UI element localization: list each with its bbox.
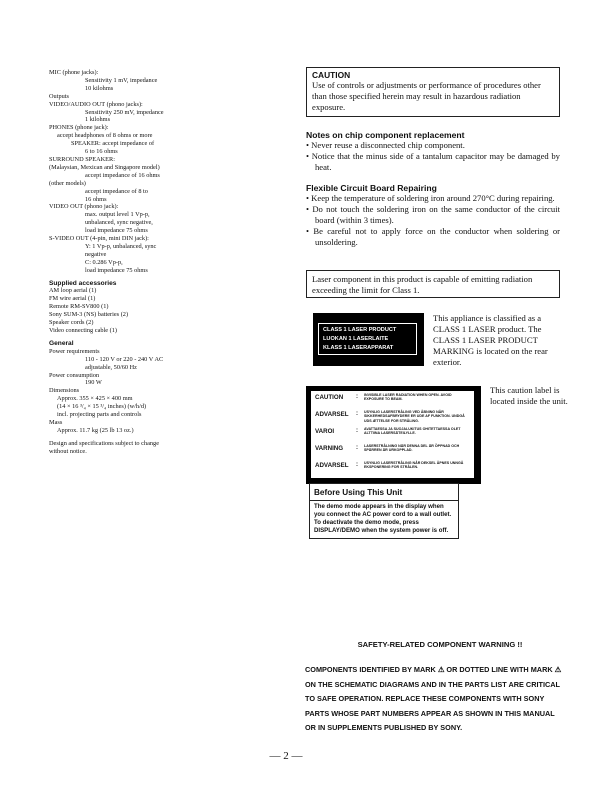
spec-line: load impedance 75 ohms: [85, 227, 148, 235]
spec-line: Sensitivity 250 mV, impedance: [85, 108, 164, 116]
spec-line: (other models): [49, 179, 86, 187]
general-spec-line: 190 W: [85, 379, 102, 387]
caution-body: Use of controls or adjustments or performance of procedures other than those specified herein may result in hazardous radiation exposure.: [312, 80, 541, 112]
warning-row: VAROI : AVATTAESSA JA SUOJALUKITUS OHITETTAESSA OLET ALTTIINA LASERSÄTEILYLLE.: [315, 427, 461, 436]
spec-line: SPEAKER: accept impedance of: [71, 140, 155, 148]
flex-note-item: • Do not touch the soldering iron on the same conductor of the circuit board (within 3 times).: [306, 204, 560, 225]
spec-line: accept impedance of 8 to: [85, 187, 148, 195]
caution-title: CAUTION: [312, 70, 351, 80]
laser-warning-label: [306, 386, 481, 484]
class1-label-line: CLASS 1 LASER PRODUCT: [323, 327, 397, 333]
general-spec-line: Approx. 11.7 kg (25 lb 13 oz.): [57, 426, 134, 434]
safety-warning-body: COMPONENTS IDENTIFIED BY MARK ⚠ OR DOTTED LINE WITH MARK ⚠ ON THE SCHEMATIC DIAGRAMS AND IN THE PARTS LIST ARE CRITICAL TO SAFE OPERATION. REPLACE THESE COMPONENTS WITH SONY PARTS WHOSE PART NUMBERS APPEAR AS SHOWN IN THIS MANUAL OR IN SUPPLEMENTS PUBLISHED BY SONY.: [305, 665, 562, 733]
spec-line: S-VIDEO OUT (4-pin, mini DIN jack):: [49, 235, 149, 243]
spec-line: accept impedance of 16 ohms: [85, 171, 160, 179]
spec-line: 1 kilohms: [85, 116, 111, 124]
general-spec-line: (14 × 16 ³/₄ × 15 ³/₄ inches) (w/h/d): [57, 403, 147, 411]
accessory-item: Sony SUM-3 (NS) batteries (2): [49, 311, 129, 319]
spec-line: MIC (phone jacks):: [49, 69, 99, 76]
warning-row: VARNING : LASERSTRÅLNING NÄR DENNA DEL ÄR ÖPPNAD OCH SPÄRREN ÄR URKOPPLAD.: [315, 444, 460, 453]
warning-row: CAUTION : INVISIBLE LASER RADIATION WHEN OPEN. AVOID EXPOSURE TO BEAM.: [315, 393, 452, 402]
spec-line: load impedance 75 ohms: [85, 266, 148, 274]
flex-notes-title: Flexible Circuit Board Repairing: [306, 183, 437, 193]
chip-notes: [306, 130, 560, 173]
spec-line: 10 kilohms: [85, 84, 114, 92]
accessory-item: FM wire aerial (1): [49, 295, 96, 303]
general-spec-line: 110 - 120 V or 220 - 240 V AC: [85, 355, 164, 363]
safety-warning-title: SAFETY-RELATED COMPONENT WARNING !!: [357, 640, 523, 649]
flex-note-item: • Be careful not to apply force on the conductor when soldering or unsoldering.: [306, 226, 560, 247]
specifications-column: [49, 69, 274, 456]
demo-title: Before Using This Unit: [310, 487, 458, 501]
general-spec-line: Dimensions: [49, 387, 80, 395]
general-list: [49, 348, 274, 435]
accessory-item: Speaker cords (2): [49, 319, 94, 327]
class1-label-line: KLASS 1 LASERAPPARAT: [323, 345, 394, 351]
demo-body: The demo mode appears in the display when you connect the AC power cord to a wall outlet. To deactivate the demo mode, press DISPLAY/DEMO when the system power is off.: [314, 503, 452, 534]
spec-note-line: Design and specifications subject to change: [49, 439, 159, 447]
flex-board-notes: [306, 183, 560, 248]
spec-line: VIDEO/AUDIO OUT (phono jacks):: [49, 100, 143, 108]
general-heading: General: [49, 339, 74, 347]
laser-notice-text: Laser component in this product is capable of emitting radiation exceeding the limit for Class 1.: [312, 274, 533, 295]
spec-line: Y: 1 Vp-p, unbalanced, sync: [85, 242, 157, 250]
laser-notice-box: [306, 270, 560, 298]
chip-note-item: • Never reuse a disconnected chip component.: [306, 140, 465, 150]
spec-line: 6 to 16 ohms: [85, 148, 118, 156]
spec-line: Sensitivity 1 mV, impedance: [85, 76, 158, 84]
spec-line: (Malaysian, Mexican and Singapore model): [49, 163, 160, 171]
general-spec-line: Approx. 355 × 425 × 400 mm: [57, 395, 133, 403]
spec-line: 16 ohms: [85, 195, 107, 203]
class1-laser-label: [313, 313, 424, 366]
accessory-item: Remote RM-SV800 (1): [49, 303, 109, 311]
warning-row: ADVARSEL : USYNLIG LASERSTRÅLING VED ÅBNING NÅR SIKKERHEDSAFBRYDERE ER UDE AF FUNKTION. UNDGÅ UDS ÆTTELSE FOR STRÅLING.: [315, 410, 465, 423]
spec-line: unbalanced, sync negative,: [85, 219, 153, 227]
accessories-heading: Supplied accessories: [49, 279, 117, 287]
warning-row: ADVARSEL : USYNLIG LASERSTRÅLING NÅR DEKSEL ÅPNES UNNGÅ EKSPONERING FOR STRÅLEN.: [315, 461, 464, 470]
general-spec-line: Power consumption: [49, 371, 100, 379]
spec-line: negative: [85, 250, 107, 258]
chip-note-item: • Notice that the minus side of a tantalum capacitor may be damaged by heat.: [306, 151, 560, 172]
spec-lines: [49, 69, 274, 275]
general-spec-line: Power requirements: [49, 347, 100, 355]
spec-note-line: without notice.: [49, 447, 87, 455]
spec-line: PHONES (phone jack):: [49, 124, 109, 132]
page-number: — 2 —: [269, 750, 303, 762]
spec-line: Outputs: [49, 92, 69, 100]
spec-line: C: 0.286 Vp-p,: [85, 258, 123, 266]
accessories-list: [49, 287, 274, 334]
general-spec-line: adjustable, 50/60 Hz: [85, 363, 137, 371]
warning-label-description: This caution label is located inside the unit.: [490, 385, 568, 406]
spec-line: VIDEO OUT (phono jack):: [49, 203, 119, 211]
caution-box: [306, 67, 560, 117]
class1-label-line: LUOKAN 1 LASERLAITE: [323, 336, 389, 342]
chip-notes-title: Notes on chip component replacement: [306, 130, 465, 140]
accessory-item: Video connecting cable (1): [49, 327, 117, 334]
general-spec-line: Mass: [49, 418, 63, 426]
accessory-item: AM loop aerial (1): [49, 287, 97, 295]
general-spec-line: incl. projecting parts and controls: [57, 411, 142, 419]
demo-mode-box: [309, 483, 459, 539]
spec-line: max. output level 1 Vp-p,: [85, 211, 150, 219]
spec-line: SURROUND SPEAKER:: [49, 155, 115, 163]
spec-line: accept headphones of 8 ohms or more: [57, 132, 153, 140]
class1-description: This appliance is classified as a CLASS 1 LASER product. The CLASS 1 LASER PRODUCT MARKING is located on the rear exterior.: [433, 313, 548, 367]
flex-note-item: • Keep the temperature of soldering iron around 270°C during repairing.: [306, 193, 555, 203]
